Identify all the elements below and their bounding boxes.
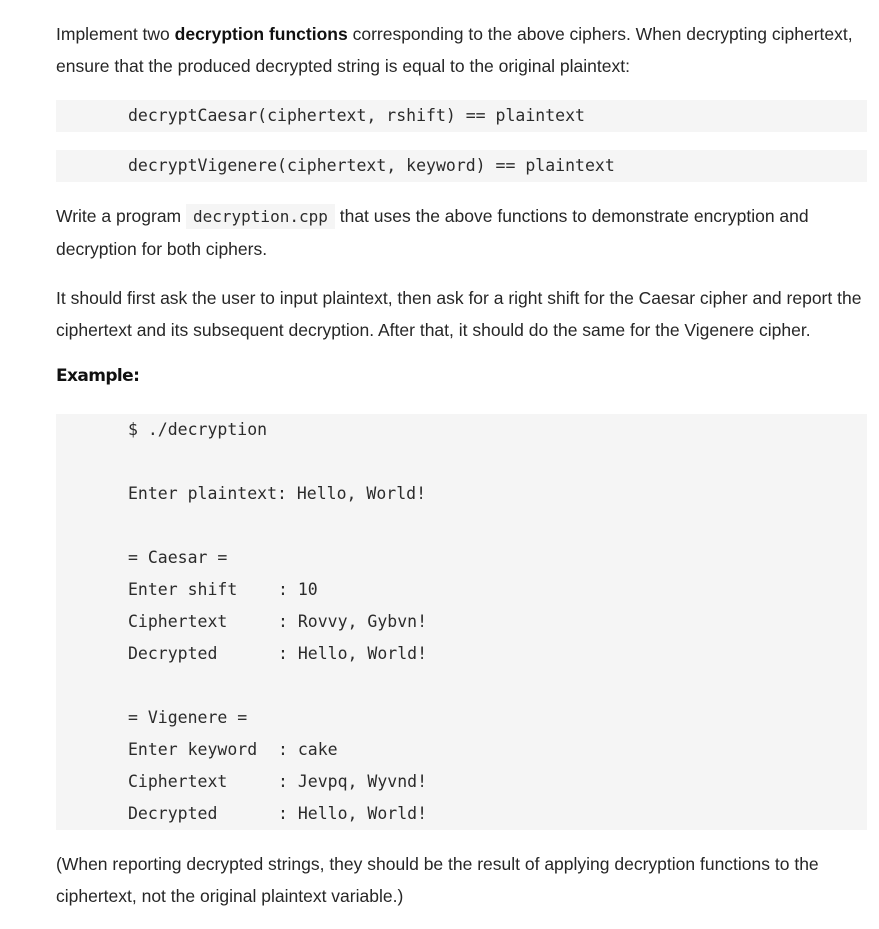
terminal-row-value: : Hello, World! bbox=[278, 644, 428, 663]
terminal-row bbox=[128, 734, 338, 766]
example-terminal-block bbox=[56, 414, 867, 830]
code-line-decrypt-vigenere: decryptVigenere(ciphertext, keyword) == plaintext bbox=[56, 150, 867, 182]
terminal-row bbox=[128, 798, 427, 830]
terminal-vigenere-header: = Vigenere = bbox=[128, 708, 248, 727]
terminal-row bbox=[128, 606, 427, 638]
program-text-end: that uses the above functions to demonstrate encryption and decryption for both ciphers. bbox=[56, 206, 809, 259]
intro-text-start: Implement two bbox=[56, 24, 175, 44]
terminal-row-value: : Rovvy, Gybvn! bbox=[278, 612, 428, 631]
terminal-row-label: Enter shift bbox=[128, 580, 238, 599]
code-line-decrypt-caesar: decryptCaesar(ciphertext, rshift) == plaintext bbox=[56, 100, 867, 132]
terminal-plaintext-prompt: Enter plaintext: Hello, World! bbox=[128, 484, 427, 503]
terminal-row-value: : Hello, World! bbox=[278, 804, 428, 823]
terminal-row-label: Enter keyword bbox=[128, 740, 258, 759]
terminal-row bbox=[128, 766, 427, 798]
note-paragraph: (When reporting decrypted strings, they should be the result of applying decryption functions to the ciphertext, not the original plaintext variable.) bbox=[56, 854, 819, 906]
intro-bold-text: decryption functions bbox=[174, 24, 348, 44]
example-heading: Example: bbox=[56, 366, 140, 386]
intro-text-end: corresponding to the above ciphers. When decrypting ciphertext, ensure that the produced decrypted string is equal to the original plaintext: bbox=[56, 24, 853, 76]
terminal-caesar-header: = Caesar = bbox=[128, 548, 228, 567]
program-text-start: Write a program bbox=[56, 206, 186, 226]
intro-paragraph bbox=[56, 18, 867, 82]
terminal-row-label: Decrypted bbox=[128, 804, 218, 823]
terminal-row bbox=[128, 574, 318, 606]
program-filename-code: decryption.cpp bbox=[186, 204, 335, 229]
terminal-row bbox=[128, 638, 427, 670]
terminal-row-label: Ciphertext bbox=[128, 612, 228, 631]
terminal-command: $ ./decryption bbox=[128, 420, 268, 439]
program-paragraph bbox=[56, 200, 867, 265]
terminal-row-value: : 10 bbox=[278, 580, 318, 599]
instructions-paragraph: It should first ask the user to input plaintext, then ask for a right shift for the Caesar cipher and report the ciphertext and its subsequent decryption. After that, it should do the same for the Vigenere cipher. bbox=[56, 288, 862, 340]
terminal-row-label: Decrypted bbox=[128, 644, 218, 663]
terminal-row-label: Ciphertext bbox=[128, 772, 228, 791]
terminal-row-value: : Jevpq, Wyvnd! bbox=[278, 772, 428, 791]
terminal-row-value: : cake bbox=[278, 740, 338, 759]
